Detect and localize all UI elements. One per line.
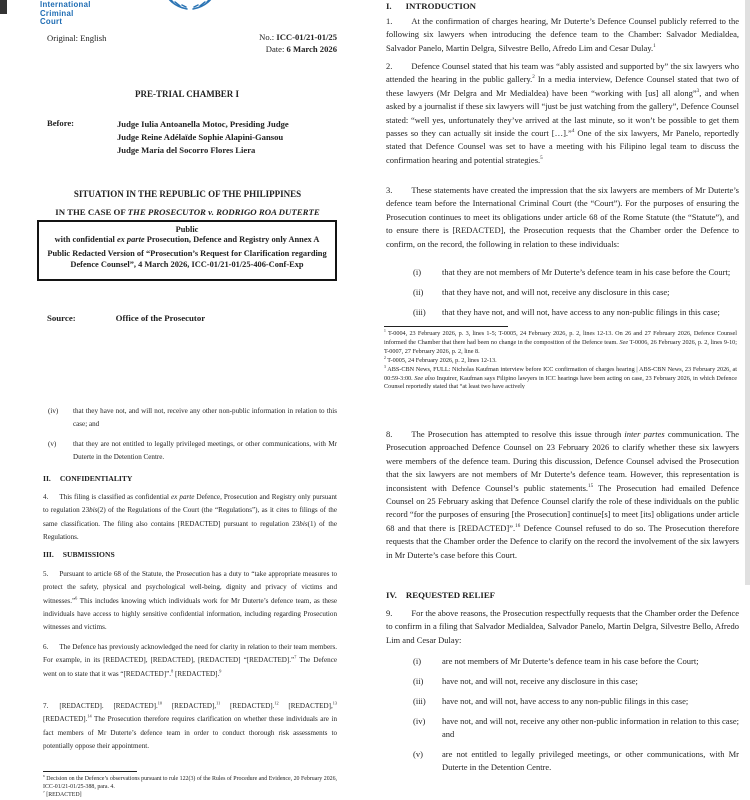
list-item-iv: (iv) that they have not, and will not, receive any other non-public information in relation to this case; and <box>48 407 337 429</box>
page-4-requested-relief <box>375 420 750 800</box>
paragraph-6: 6. The Defence has previously acknowledged the need for clarity in relation to their team members. For example, in its [REDACTED], [REDACTED], [REDACTED] “[REDACTED].”$^7$ The Defence went on to state that it was “[REDACTED]”.$^8$ [REDACTED].$^9$ <box>43 643 337 678</box>
case-title: IN THE CASE OF THE PROSECUTOR v. RODRIGO ROA DUTERTE <box>55 207 320 217</box>
list-item-iii: (iii) that they have not, and will not, have access to any non-public filings in this case; <box>413 307 720 317</box>
paragraph-1: 1. At the confirmation of charges hearing, Mr Duterte’s Defence Counsel publicly referred to the following six lawyers when introducing the defence team to the Chamber: Salvador Medialdea, Salvador Panelo, Martin Delgra, Silvestre Bello, Afredo Lim and Cesar Dulay.$^1$ <box>386 16 739 53</box>
situation-title: SITUATION IN THE REPUBLIC OF THE PHILIPPINES <box>73 189 302 199</box>
icc-laurel-wreath-icon <box>158 0 222 11</box>
filing-date: Date: 6 March 2026 <box>265 43 337 54</box>
before-label: Before: <box>47 118 75 128</box>
judge-name: Judge María del Socorro Flores Liera <box>117 145 256 156</box>
classification-detail: with confidential ex parte Prosecution, Defence and Registry only Annex A <box>54 235 320 245</box>
footnotes-block <box>384 330 737 389</box>
original-label: Original: <box>47 33 79 43</box>
paragraph-4: 4. This filing is classified as confidential ex parte Defence, Prosecution and Registry only pursuant to regulation 23bis(2) of the Regulations of the Court (the “Regulations”), as it cites to filings of the same classification. The filing also contains [REDACTED] pursuant to regulation 23bis(1) of the Regulations. <box>43 493 338 541</box>
footnote-3: $^3$ ABS-CBN News, FULL: Nicholas Kaufman interview before ICC confirmation of charges hearing | ABS-CBN News, 23 February 2026, at 00:59-3:00. See also Inquirer, Kaufman says Filipino lawyers in ICC hearings have been acting on case, 23 February 2026, in which Defence Counsel reportedly stated that “at least two have actively <box>384 364 737 389</box>
list-item-i: (i) that they are not members of Mr Duterte’s defence team in his case before the Court; <box>413 267 731 277</box>
logo-line: International <box>40 0 91 9</box>
source-row <box>47 313 205 323</box>
section-heading-submissions: III. SUBMISSIONS <box>43 550 115 559</box>
relief-item-iii: (iii) have not, and will not, have access to any non-public filings in this case; <box>413 696 689 706</box>
classification-box <box>37 220 337 281</box>
page-2-introduction <box>375 0 750 389</box>
page-1-cover <box>0 0 375 375</box>
relief-item-iv: (iv) have not, and will not, receive any other non-public information in relation to this case; and <box>413 716 739 740</box>
classification-level: Public <box>175 225 199 234</box>
chamber-title: PRE-TRIAL CHAMBER I <box>134 89 239 99</box>
section-heading-confidentiality: II. CONFIDENTIALITY <box>43 474 133 483</box>
section-heading-introduction: I. INTRODUCTION <box>386 1 477 11</box>
icc-logo-text <box>40 1 91 27</box>
case-number: No.: ICC-01/21-01/25 <box>259 32 337 42</box>
list-item-v: (v) that they are not entitled to legally privileged meetings, or other communications, with Mr Duterte in the Detention Centre. <box>48 440 337 462</box>
paragraph-7: 7. [REDACTED]. [REDACTED].$^{10}$ [REDACTED],$^{11}$ [REDACTED].$^{12}$ [REDACTED],$^{13}$ [REDACTED].$^{14}$ The Prosecution therefore requires clarification on whether these individuals are in fact members of Mr Duterte’s defence team in order to conduct thorough risk assessments to potentially oppose their appointment. <box>43 700 337 750</box>
footnote-separator <box>43 771 137 772</box>
source-value: Office of the Prosecutor <box>115 313 206 323</box>
paragraph-9: 9. For the above reasons, the Prosecution respectfully requests that the Chamber order the Defence to confirm in a filing that Salvador Medialdea, Salvador Panelo, Martin Delgra, Silvestre Bello, Afredo Lim and Cesar Dulay: <box>386 608 739 645</box>
document-title: Public Redacted Version of “Prosecution’s Request for Clarification regarding Defence Counsel”, 4 March 2026, ICC-01/21-01/25-406-Conf-Exp <box>47 249 327 269</box>
paragraph-5: 5. Pursuant to article 68 of the Statute, the Prosecution has a duty to “take appropriate measures to protect the safety, physical and psychological well-being, dignity and privacy of victims and witnesses.”$^6$ This includes knowing which individuals work for Mr Duterte’s defence team, as these individuals have access to highly sensitive confidential information, including regarding Prosecution witnesses and victims. <box>43 570 337 632</box>
judges-list <box>117 118 289 158</box>
footnotes-block <box>43 775 337 799</box>
footnote-1: $^1$ T-0004, 23 February 2026, p. 3, lines 1-5; T-0005, 24 February 2026, p. 2, lines 12-13. On 26 and 27 February 2026, Defence Counsel informed the Chamber that there had been no change in the composition of the Defence team. See T-0006, 26 February 2026, p. 2, lines 9-10; T-0007, 27 February 2026, p. 2, line 8. <box>384 328 737 355</box>
relief-item-v: (v) are not entitled to legally privileged meetings, or other communications, with Mr Duterte in the Detention Centre. <box>413 749 739 773</box>
paragraph-2: 2. Defence Counsel stated that his team was “ably assisted and supported by” the six lawyers who attended the hearing in the public gallery.$^2$ In a media interview, Defence Counsel stated that two of these lawyers (Mr Delgra and Mr Medialdea) have been “working with [us] all along”$^3$, and when asked by a journalist if these six lawyers will “just be just watching from the gallery”, Defence Counsel stated: “well yes, unfortunately they’ve arrived at the last minute, so it won’t be possible to get them passes so they can actually sit inside the court […].”$^4$ One of the six lawyers, Mr Panelo, reportedly stated that Defence Counsel was set to have a meeting with his Filipino legal team to discuss the confirmation hearing and potential strategies.$^5$ <box>386 61 739 165</box>
list-item-ii: (ii) that they have not, and will not, receive any disclosure in this case; <box>413 287 670 297</box>
page-3-submissions <box>0 375 375 800</box>
relief-item-i: (i) are not members of Mr Duterte’s defence team in his case before the Court; <box>413 656 699 666</box>
judge-name: Judge Reine Adélaïde Sophie Alapini-Gansou <box>117 132 284 143</box>
footnote-2: $^2$ T-0005, 24 February 2026, p. 2, lines 12-13. <box>384 355 497 364</box>
footnote-7: $^7$ [REDACTED] <box>43 790 82 799</box>
logo-line: Criminal <box>40 8 74 18</box>
relief-item-ii: (ii) have not, and will not, receive any disclosure in this case; <box>413 676 638 686</box>
original-language <box>47 33 106 43</box>
original-value: English <box>80 33 107 43</box>
section-heading-requested-relief: IV. REQUESTED RELIEF <box>386 590 496 600</box>
logo-line: Court <box>40 17 63 27</box>
paragraph-3: 3. These statements have created the impression that the six lawyers are members of Mr Duterte’s defence team before the International Criminal Court (the “Court”). For the purposes of ensuring the Prosecution continues to meet its obligations under article 68 of the Rome Statute (the “Statute”), and to ensure there is [REDACTED], the Prosecution requests that the Chamber order the Defence to confirm, on the record, the following in relation to these individuals: <box>386 185 739 249</box>
source-label: Source: <box>47 313 76 323</box>
case-metadata <box>259 32 337 55</box>
footnote-6: $^6$ Decision on the Defence’s observations pursuant to rule 122(3) of the Rules of Procedure and Evidence, 20 February 2026, ICC-01/21-01/25-388, para. 4. <box>43 774 337 791</box>
footnote-separator <box>384 326 508 327</box>
judge-name: Judge Iulia Antoanella Motoc, Presiding Judge <box>117 119 289 129</box>
paragraph-8: 8. The Prosecution has attempted to resolve this issue through inter partes communication. The Prosecution approached Defence Counsel on 23 February 2026 to clarify whether these six lawyers were members of the defence team. During this discussion, Defence Counsel advised the Prosecution that the six lawyers are not members of Mr Duterte’s defence team. However, this representation is inconsistent with Defence Counsel’s public statements.$^{15}$ The Prosecution had emailed Defence Counsel on 25 February asking that Defence Counsel clarify the role of these individuals on the public record “for the purposes of ensuring [the Prosecution] continue[s] to meet [its] obligations under article 68 and that there is [REDACTED]”.$^{16}$ Defence Counsel refused to do so. The Prosecution therefore requests that the Chamber order the Defence to clarify on the record the involvement of the six lawyers in Mr Duterte’s case before this Court. <box>386 429 739 560</box>
